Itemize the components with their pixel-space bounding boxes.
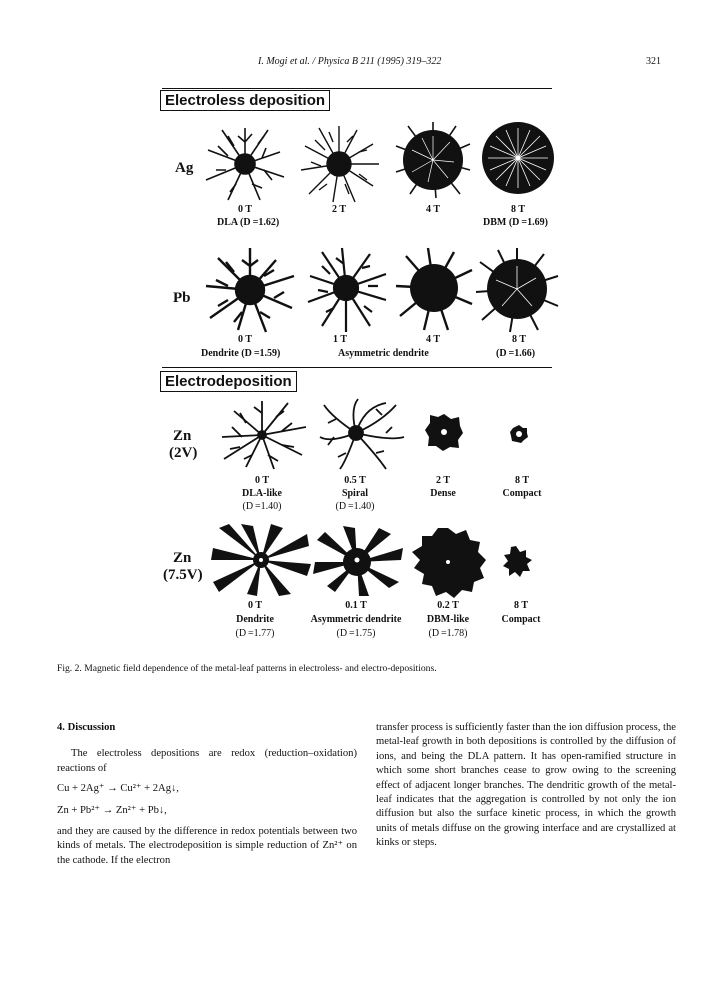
pattern-zn2-05T [316, 397, 406, 471]
page-number: 321 [646, 56, 661, 67]
pattern-ag-4T [394, 120, 472, 200]
pattern-pb-1T [306, 246, 388, 332]
fractal-dimension: (D =1.75) [336, 628, 376, 639]
pattern-type-label: DBM-like [426, 614, 470, 625]
pattern-zn75-8T [502, 544, 532, 578]
pattern-type-label: Asymmetric dendrite [338, 348, 429, 359]
row-label-zn-7-5v-voltage: (7.5V) [163, 567, 203, 583]
fractal-dimension: (D =1.40) [242, 501, 282, 512]
field-label: 1 T [333, 334, 347, 345]
equation: Zn + Pb²⁺ → Zn²⁺ + Pb↓, [57, 804, 167, 816]
pattern-type-label: DBM (D =1.69) [483, 217, 548, 228]
pattern-zn75-02T [410, 526, 486, 598]
pattern-zn2-2T [424, 412, 464, 452]
field-label: 0.1 T [345, 600, 367, 611]
field-label: 4 T [426, 334, 440, 345]
field-label: 0 T [248, 600, 262, 611]
pattern-zn2-0T [218, 397, 308, 471]
row-label-ag: Ag [175, 160, 194, 176]
row-label-zn-2v-voltage: (2V) [169, 445, 198, 461]
section-electrodeposition: Electrodeposition [160, 371, 297, 392]
pattern-type-label: Compact [502, 488, 542, 499]
section-rule [162, 367, 552, 368]
field-label: 8 T [514, 600, 528, 611]
pattern-zn75-01T [313, 526, 403, 596]
field-label: 8 T [512, 334, 526, 345]
row-label-zn-2v: Zn [173, 428, 192, 444]
figure-caption: Fig. 2. Magnetic field dependence of the metal-leaf patterns in electroless- and electro-depositions. [57, 663, 437, 674]
equation: Cu + 2Ag⁺ → Cu²⁺ + 2Ag↓, [57, 783, 179, 795]
pattern-type-label: (D =1.66) [496, 348, 536, 359]
pattern-type-label: DLA-like [242, 488, 282, 499]
field-label: 0.5 T [344, 475, 366, 486]
field-label: 0.2 T [437, 600, 459, 611]
field-label: 2 T [436, 475, 450, 486]
row-label-zn-7-5v: Zn [173, 550, 192, 566]
pattern-type-label: Dense [430, 488, 456, 499]
section-electroless: Electroless deposition [160, 90, 330, 111]
fractal-dimension: (D =1.40) [335, 501, 375, 512]
pattern-ag-2T [297, 122, 381, 202]
pattern-pb-0T [204, 246, 296, 332]
pattern-pb-8T [474, 246, 560, 332]
section-rule [162, 88, 552, 89]
pattern-ag-8T [478, 118, 558, 198]
section-heading: 4. Discussion [57, 722, 116, 733]
paragraph: transfer process is sufficiently faster than the ion diffusion process, the metal-leaf growth in both depositions is controlled by the diffusion of ions, and being the DLA pattern. It has open-ramified structure in which some short branches cease to grow owing to the screening effect of adjacent longer branches. The dendritic growth of the metal-leaf indicates that the aggregation is controlled by not only the ion diffusion but also the surface kinetic process, in which the growth units of metals diffuse on the growing interface and are crystallized at kinks or steps. [376, 722, 676, 849]
paragraph: and they are caused by the difference in redox potentials between two kinds of metals. The electrodeposition is simple reduction of Zn²⁺ on the cathode. If the electron [57, 826, 357, 866]
field-label: 0 T [238, 334, 252, 345]
field-label: 2 T [332, 204, 346, 215]
field-label: 0 T [255, 475, 269, 486]
row-label-pb: Pb [173, 290, 191, 306]
pattern-pb-4T [394, 246, 474, 332]
paragraph: The electroless depositions are redox (reduction–oxidation) reactions of [57, 748, 357, 774]
fractal-dimension: (D =1.78) [428, 628, 468, 639]
pattern-type-label: Compact [501, 614, 541, 625]
pattern-type-label: Asymmetric dendrite [310, 614, 402, 625]
fractal-dimension: (D =1.77) [235, 628, 275, 639]
pattern-type-label: DLA (D =1.62) [217, 217, 280, 228]
field-label: 0 T [238, 204, 252, 215]
left-column [57, 721, 357, 868]
journal-citation: I. Mogi et al. / Physica B 211 (1995) 319–322 [258, 56, 442, 67]
pattern-type-label: Dendrite [236, 614, 274, 625]
pattern-zn2-8T [509, 424, 529, 444]
field-label: 8 T [511, 204, 525, 215]
field-label: 8 T [515, 475, 529, 486]
pattern-ag-0T [200, 122, 290, 202]
pattern-type-label: Spiral [341, 488, 369, 499]
pattern-zn75-0T [211, 524, 311, 596]
pattern-type-label: Dendrite (D =1.59) [201, 348, 281, 359]
field-label: 4 T [426, 204, 440, 215]
right-column [376, 721, 676, 851]
